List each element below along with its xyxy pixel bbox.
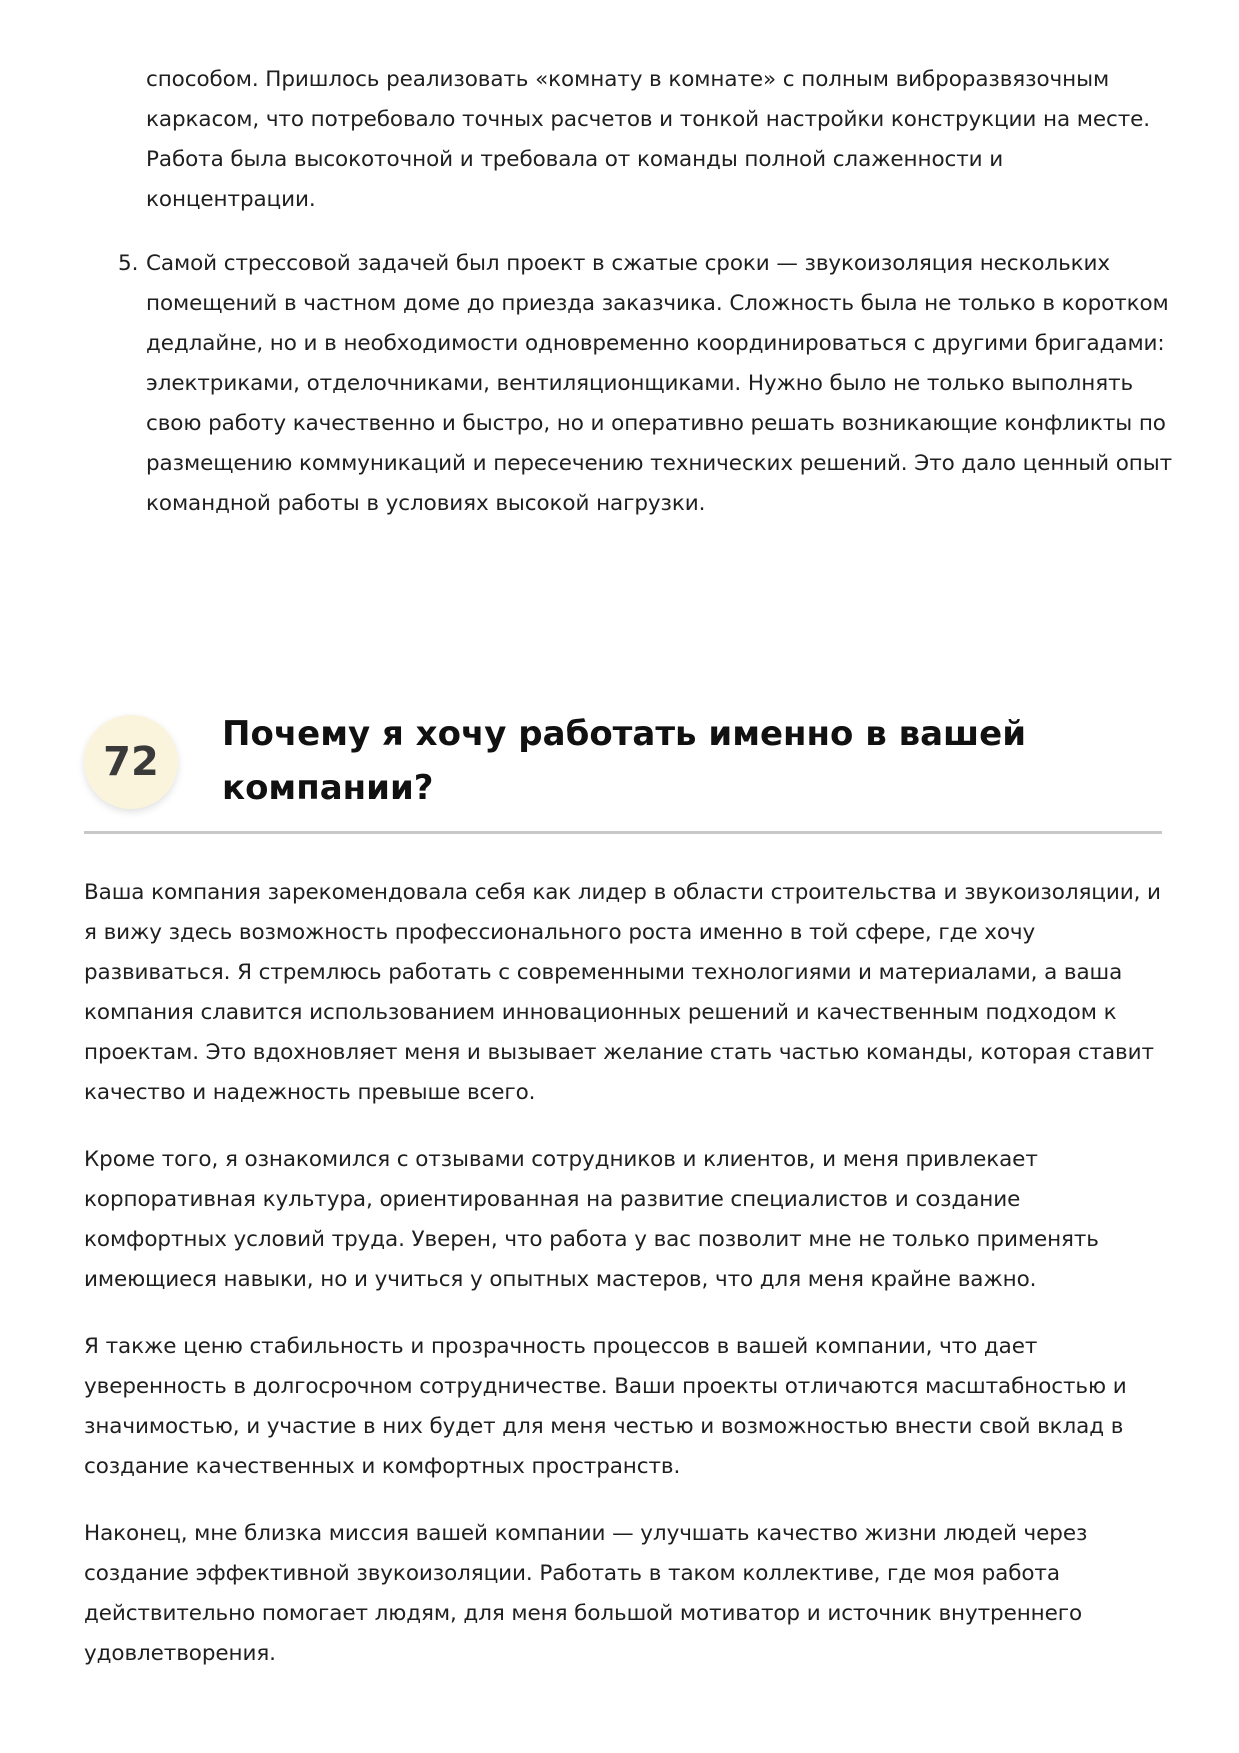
question-number-badge: 72 xyxy=(84,715,178,809)
question-title: Почему я хочу работать именно в вашей компании? xyxy=(222,714,1027,808)
answer-paragraph: Наконец, мне близка миссия вашей компании — улучшать качество жизни людей через создание эффективной звукоизоляции. Работать в таком коллективе, где моя работа действительно помогает людям, для меня большой мотиватор и источник внутреннего удовлетворения. xyxy=(84,1521,1088,1666)
answer-paragraph: Я также ценю стабильность и прозрачность процессов в вашей компании, что дает уверенность в долгосрочном сотрудничестве. Ваши проекты отличаются масштабностью и значимостью, и участие в них будет для меня честью и возможностью внести свой вклад в создание качественных и комфортных пространств. xyxy=(84,1334,1127,1479)
question-divider xyxy=(84,831,1162,834)
list-item xyxy=(146,60,1176,220)
answer-paragraph: Кроме того, я ознакомился с отзывами сотрудников и клиентов, и меня привлекает корпоративная культура, ориентированная на развитие специалистов и создание комфортных условий труда. Уверен, что работа у вас позволит мне не только применять имеющиеся навыки, но и учиться у опытных мастеров, что для меня крайне важно. xyxy=(84,1147,1099,1292)
list-item-text: способом. Пришлось реализовать «комнату в комнате» с полным виброразвязочным каркасом, что потребовало точных расчетов и тонкой настройки конструкции на месте. Работа была высокоточной и требовала от команды полной слаженности и концентрации. xyxy=(146,67,1151,212)
list-item-number: 5. xyxy=(118,251,139,276)
list-item-text: Самой стрессовой задачей был проект в сжатые сроки — звукоизоляция нескольких помещений в частном доме до приезда заказчика. Сложность была не только в коротком дедлайне, но и в необходимости одновременно координироваться с другими бригадами: электриками, отделочниками, вентиляционщиками. Нужно было не только выполнять свою работу качественно и быстро, но и оперативно решать возникающие конфликты по размещению коммуникаций и пересечению технических решений. Это дало ценный опыт командной работы в условиях высокой нагрузки. xyxy=(146,251,1173,516)
list-item xyxy=(118,244,1176,524)
answer-section xyxy=(84,873,1162,1674)
answer-paragraph: Ваша компания зарекомендовала себя как лидер в области строительства и звукоизоляции, и я вижу здесь возможность профессионального роста именно в той сфере, где хочу развиваться. Я стремлюсь работать с современными технологиями и материалами, а ваша компания славится использованием инновационных решений и качественным подходом к проектам. Это вдохновляет меня и вызывает желание стать частью команды, которая ставит качество и надежность превыше всего. xyxy=(84,880,1161,1105)
numbered-list xyxy=(118,60,1176,524)
question-header xyxy=(84,693,1162,833)
